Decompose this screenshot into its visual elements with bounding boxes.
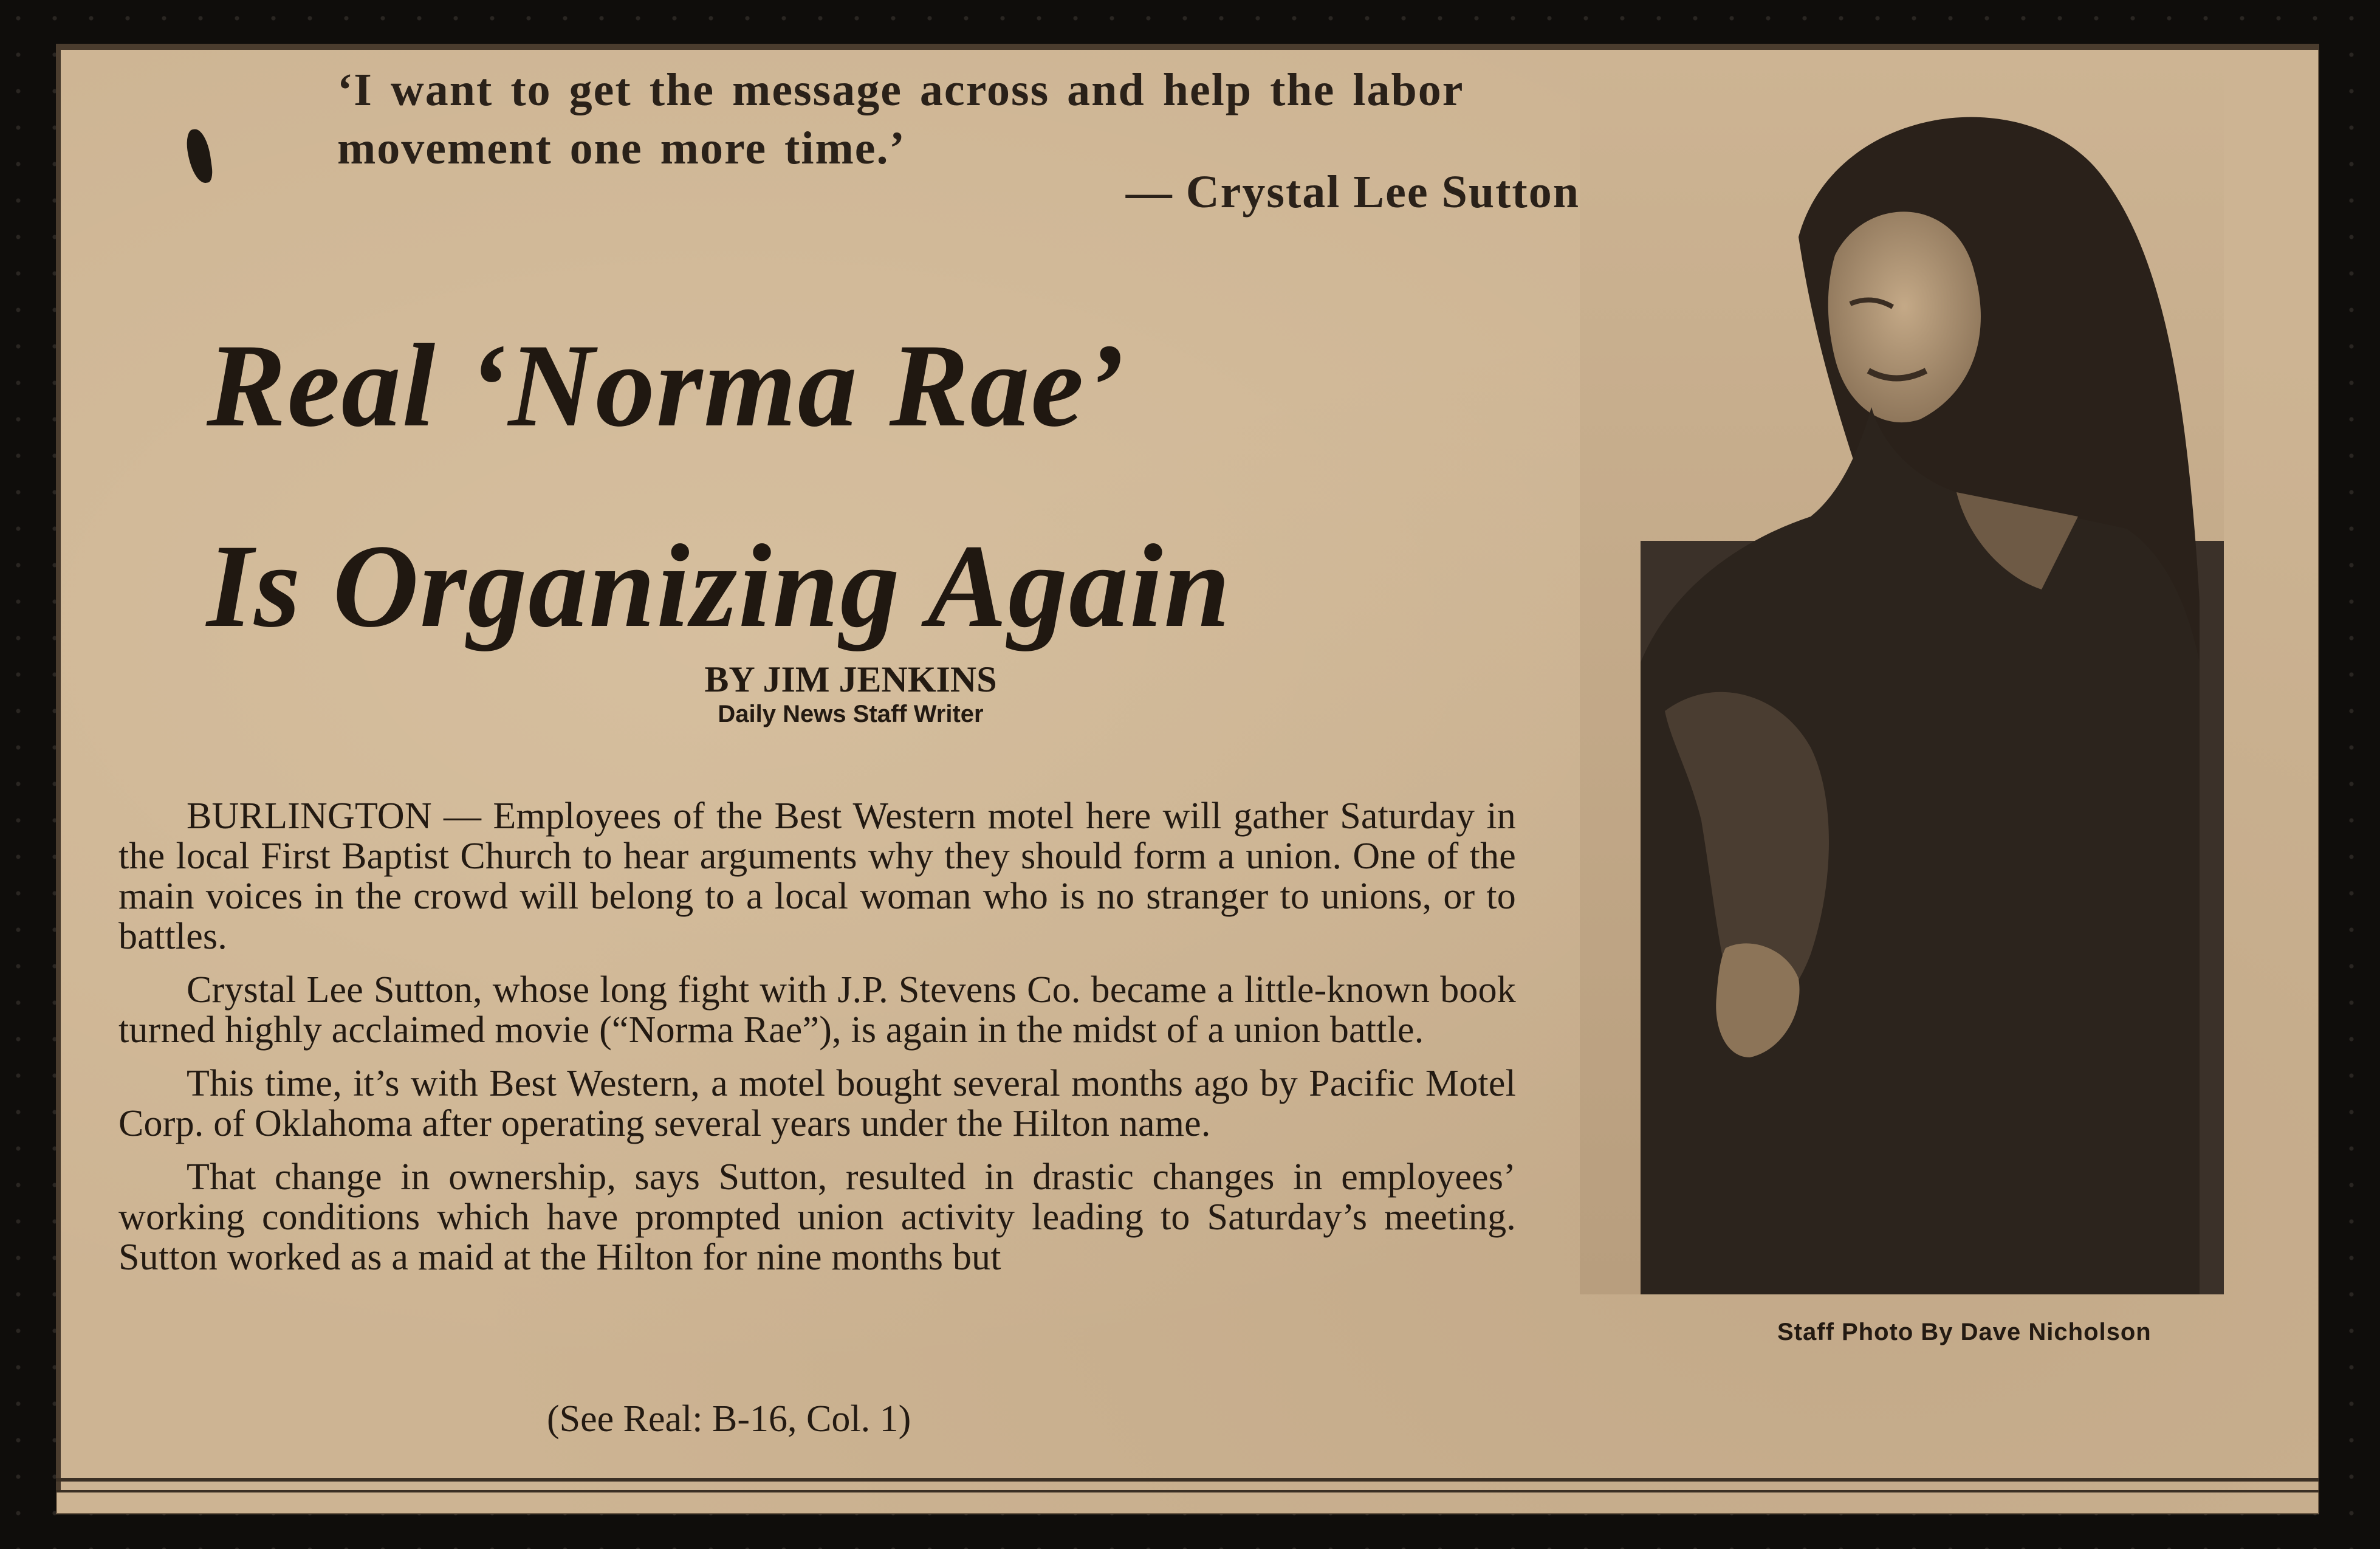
portrait-image [1580,55,2224,1294]
headline-line-1: Real ‘Norma Rae’ [207,320,1126,452]
top-rule [56,44,2319,50]
article-paragraph: This time, it’s with Best Western, a motel bought several months ago by Pacific Motel Corp. of Oklahoma after operating several years under the Hilton name. [118,1063,1516,1144]
headline [207,286,1604,687]
article-body [118,796,1516,1291]
byline-title: Daily News Staff Writer [718,701,984,727]
continuation-note: (See Real: B-16, Col. 1) [547,1398,911,1440]
left-rule [56,44,61,1492]
pull-quote: ‘I want to get the message across and help the labor movement one more time.’ [337,64,1464,174]
article-paragraph: Crystal Lee Sutton, whose long fight with J.P. Stevens Co. became a little-known book turned highly acclaimed movie (“Norma Rae”), is again in the midst of a union battle. [118,969,1516,1051]
photo-credit: Staff Photo By Dave Nicholson [1777,1319,2152,1345]
article-paragraph: BURLINGTON — Employees of the Best Western motel here will gather Saturday in the local First Baptist Church to hear arguments why they should form a union. One of the main voices in the crowd will belong to a local woman who is no stranger to unions, or to battles. [118,795,1516,957]
byline [547,659,1154,729]
pull-quote-attribution: — Crystal Lee Sutton [1125,167,1580,218]
bottom-rule [56,1478,2319,1492]
article-paragraph: That change in ownership, says Sutton, resulted in drastic changes in employees’ working conditions which have prompted union activity leading to Saturday’s meeting. Sutton worked as a maid at the Hilton for nine months but [118,1156,1516,1278]
ink-mark [185,128,214,185]
byline-name: BY JIM JENKINS [704,659,997,699]
staff-photo [1580,55,2224,1294]
headline-line-2: Is Organizing Again [207,520,1232,652]
